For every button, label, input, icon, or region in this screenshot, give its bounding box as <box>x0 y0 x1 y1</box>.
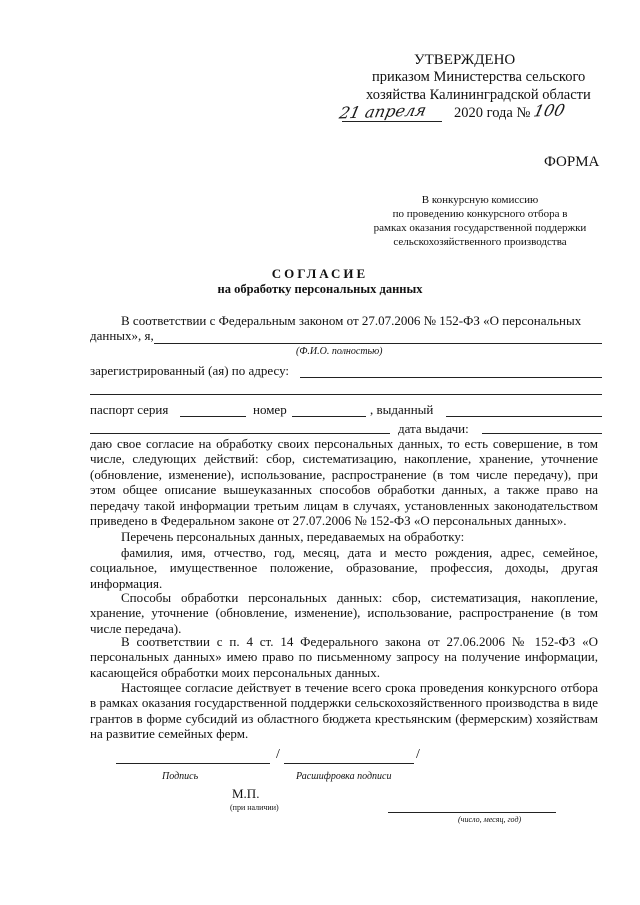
fio-hint: (Ф.И.О. полностью) <box>296 346 383 357</box>
consent-paragraph: даю свое согласие на обработку своих персональных данных, то есть совершение, в том числе, следующих действий: сбор, систематизацию, накопление, хранение, уточнение (обновление, изменение), использование, распространение (в том числе передачу), при этом общее описание вышеуказанных способов обработки данных, а также право на передачу такой информации третьим лицам в случаях, установленных законодательством приведено в Федеральном законе от 27.07.2006 № 152-ФЗ «О персональных данных». <box>90 436 598 529</box>
addressee-line-1: В конкурсную комиссию <box>421 194 539 206</box>
addressee-line-4: сельскохозяйственного производства <box>393 236 567 248</box>
address-field-2[interactable] <box>90 394 602 395</box>
signature-decode-label: Расшифровка подписи <box>296 771 392 782</box>
validity-paragraph: Настоящее согласие действует в течение всего срока проведения конкурсного отбора в рамках оказания государственной поддержки сельскохозяйственного производства в виде грантов в форме субсидий из областного бюджета крестьянским (фермерским) хозяйствам на развитие семейных ферм. <box>90 680 598 742</box>
stamp-label: М.П. <box>232 786 260 801</box>
document-subtitle: на обработку персональных данных <box>217 282 423 296</box>
registered-label: зарегистрированный (ая) по адресу: <box>90 363 290 378</box>
slash-right: / <box>416 747 420 762</box>
passport-series-label: паспорт серия <box>90 402 169 417</box>
intro-line-2: данных», я, <box>90 328 154 343</box>
approval-title: УТВЕРЖДЕНО <box>414 52 516 68</box>
approval-underline <box>342 121 442 122</box>
rights-paragraph: В соответствии с п. 4 ст. 14 Федерального закона от 27.06.2006 № 152-ФЗ «О персональных данных» имею право по письменному запросу на получение информации, касающейся обработки моих персональных данных. <box>90 634 598 680</box>
stamp-hint: (при наличии) <box>230 803 279 812</box>
slash-left: / <box>276 747 280 762</box>
signature-label: Подпись <box>162 771 199 782</box>
addressee-line-3: рамках оказания государственной поддержки <box>373 222 587 234</box>
fio-field[interactable] <box>154 343 602 344</box>
issue-date-field[interactable] <box>482 433 602 434</box>
issued-field[interactable] <box>446 416 602 417</box>
form-label: ФОРМА <box>544 154 600 170</box>
addressee-line-2: по проведению конкурсного отбора в <box>392 208 568 220</box>
document-title: СОГЛАСИЕ <box>271 266 369 281</box>
passport-number-label: номер <box>253 402 287 417</box>
approval-date-handwritten: 21 апреля <box>337 100 429 123</box>
passport-number-field[interactable] <box>292 416 366 417</box>
issued-label: , выданный <box>370 402 434 417</box>
approval-year: 2020 года № <box>454 105 531 121</box>
approval-number-handwritten: 100 <box>531 100 567 121</box>
processing-methods: Способы обработки персональных данных: сбор, систематизация, накопление, хранение, уточнение (обновление, изменение), использование, распространение (в том числе передача). <box>90 590 598 636</box>
approval-line-1: приказом Министерства сельского <box>372 69 586 85</box>
intro-line-1: В соответствии с Федеральным законом от 27.07.2006 № 152-ФЗ «О персональных <box>121 313 582 328</box>
date-hint: (число, месяц, год) <box>458 815 522 824</box>
passport-series-field[interactable] <box>180 416 246 417</box>
approval-line-2: хозяйства Калининградской области <box>366 87 591 103</box>
signature-decode-field[interactable] <box>284 763 414 764</box>
data-list: фамилия, имя, отчество, год, месяц, дата и место рождения, адрес, семейное, социальное, имущественное положение, образование, профессия, доходы, другая информация. <box>90 545 598 591</box>
data-list-heading: Перечень персональных данных, передаваемых на обработку: <box>121 529 465 544</box>
issued-field-2[interactable] <box>90 433 390 434</box>
issue-date-label: дата выдачи: <box>398 421 469 436</box>
date-field[interactable] <box>388 812 556 813</box>
address-field-1[interactable] <box>300 377 602 378</box>
signature-field[interactable] <box>116 763 270 764</box>
